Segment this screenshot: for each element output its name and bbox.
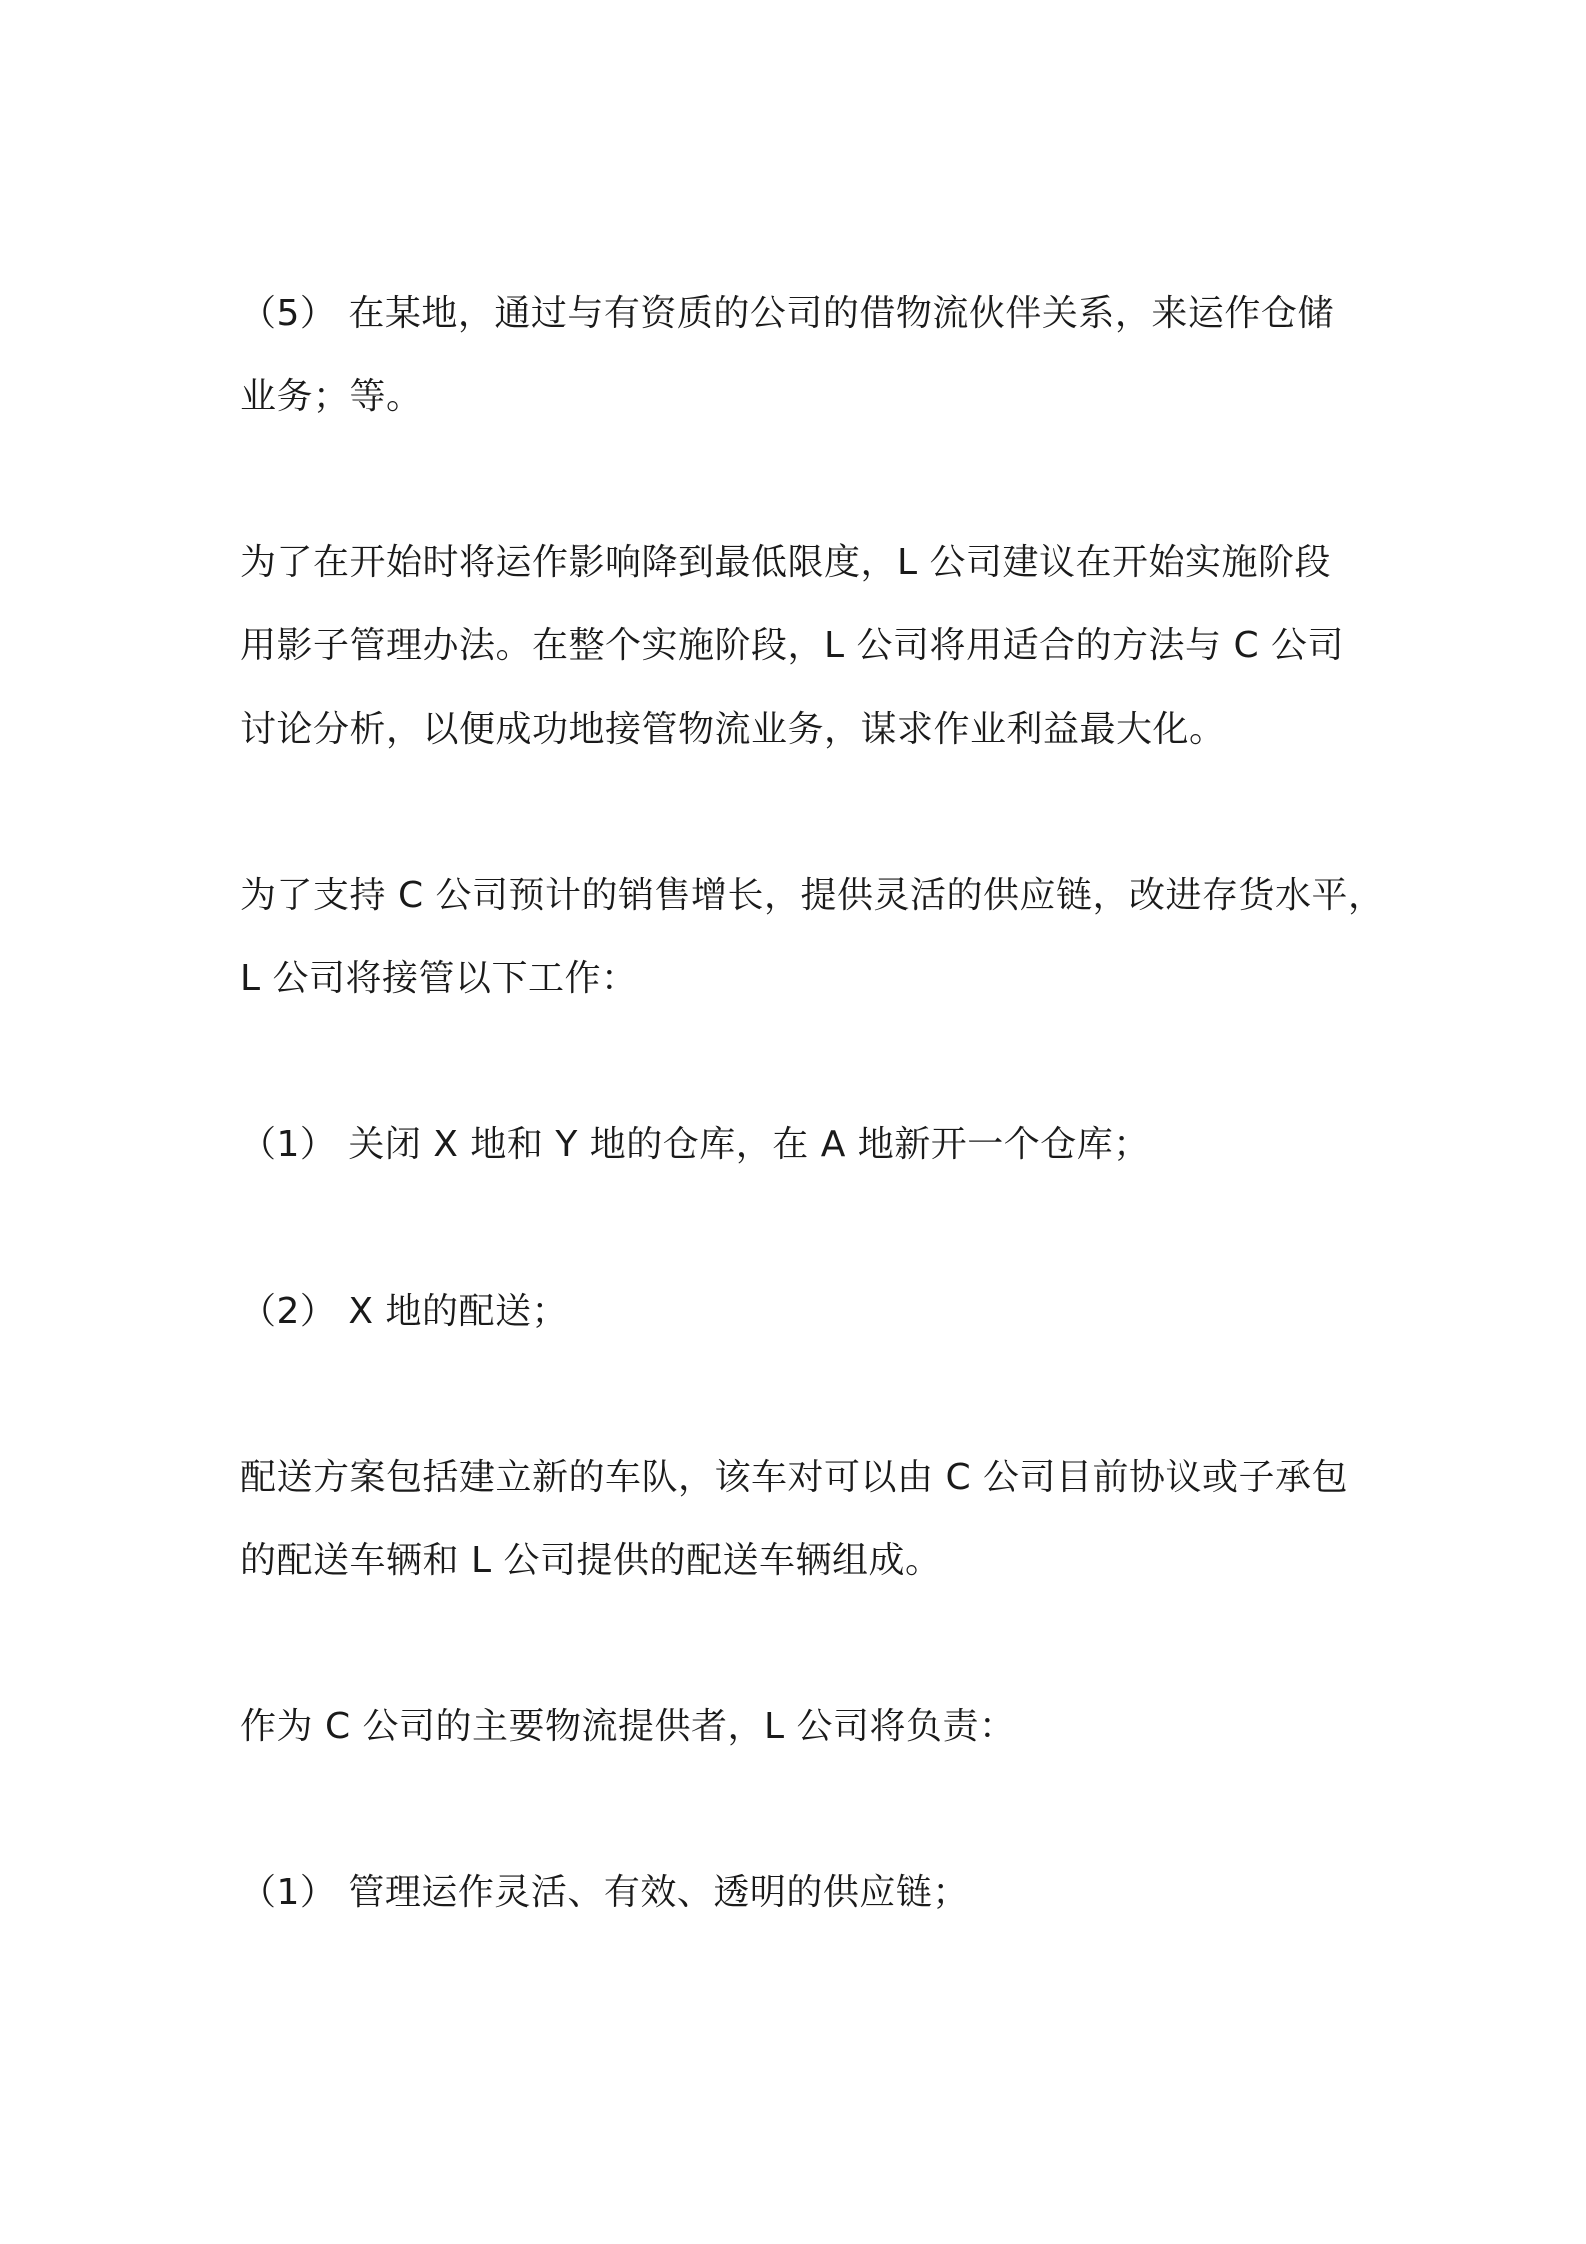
text-line: 作为 C 公司的主要物流提供者，L 公司将负责：	[240, 1706, 1016, 1747]
list-item: （1） 管理运作灵活、有效、透明的供应链；	[240, 1872, 969, 1913]
text-line: 为了在开始时将运作影响降到最低限度，L 公司建议在开始实施阶段	[240, 542, 1332, 583]
list-item: （1） 关闭 X 地和 Y 地的仓库，在 A 地新开一个仓库；	[240, 1124, 1150, 1165]
text-line: 的配送车辆和 L 公司提供的配送车辆组成。	[240, 1540, 942, 1581]
text-line: （5） 在某地，通过与有资质的公司的借物流伙伴关系，来运作仓储	[240, 293, 1334, 334]
text-line: 配送方案包括建立新的车队，该车对可以由 C 公司目前协议或子承包	[240, 1457, 1349, 1498]
text-line: L 公司将接管以下工作：	[240, 958, 638, 999]
text-line: 用影子管理办法。在整个实施阶段，L 公司将用适合的方法与 C 公司	[240, 625, 1345, 666]
list-item: （2） X 地的配送；	[240, 1291, 568, 1332]
text-line: 讨论分析，以便成功地接管物流业务，谋求作业利益最大化。	[240, 709, 1226, 750]
text-line: 为了支持 C 公司预计的销售增长，提供灵活的供应链，改进存货水平，	[240, 875, 1385, 916]
text-line: 业务；等。	[240, 376, 423, 417]
